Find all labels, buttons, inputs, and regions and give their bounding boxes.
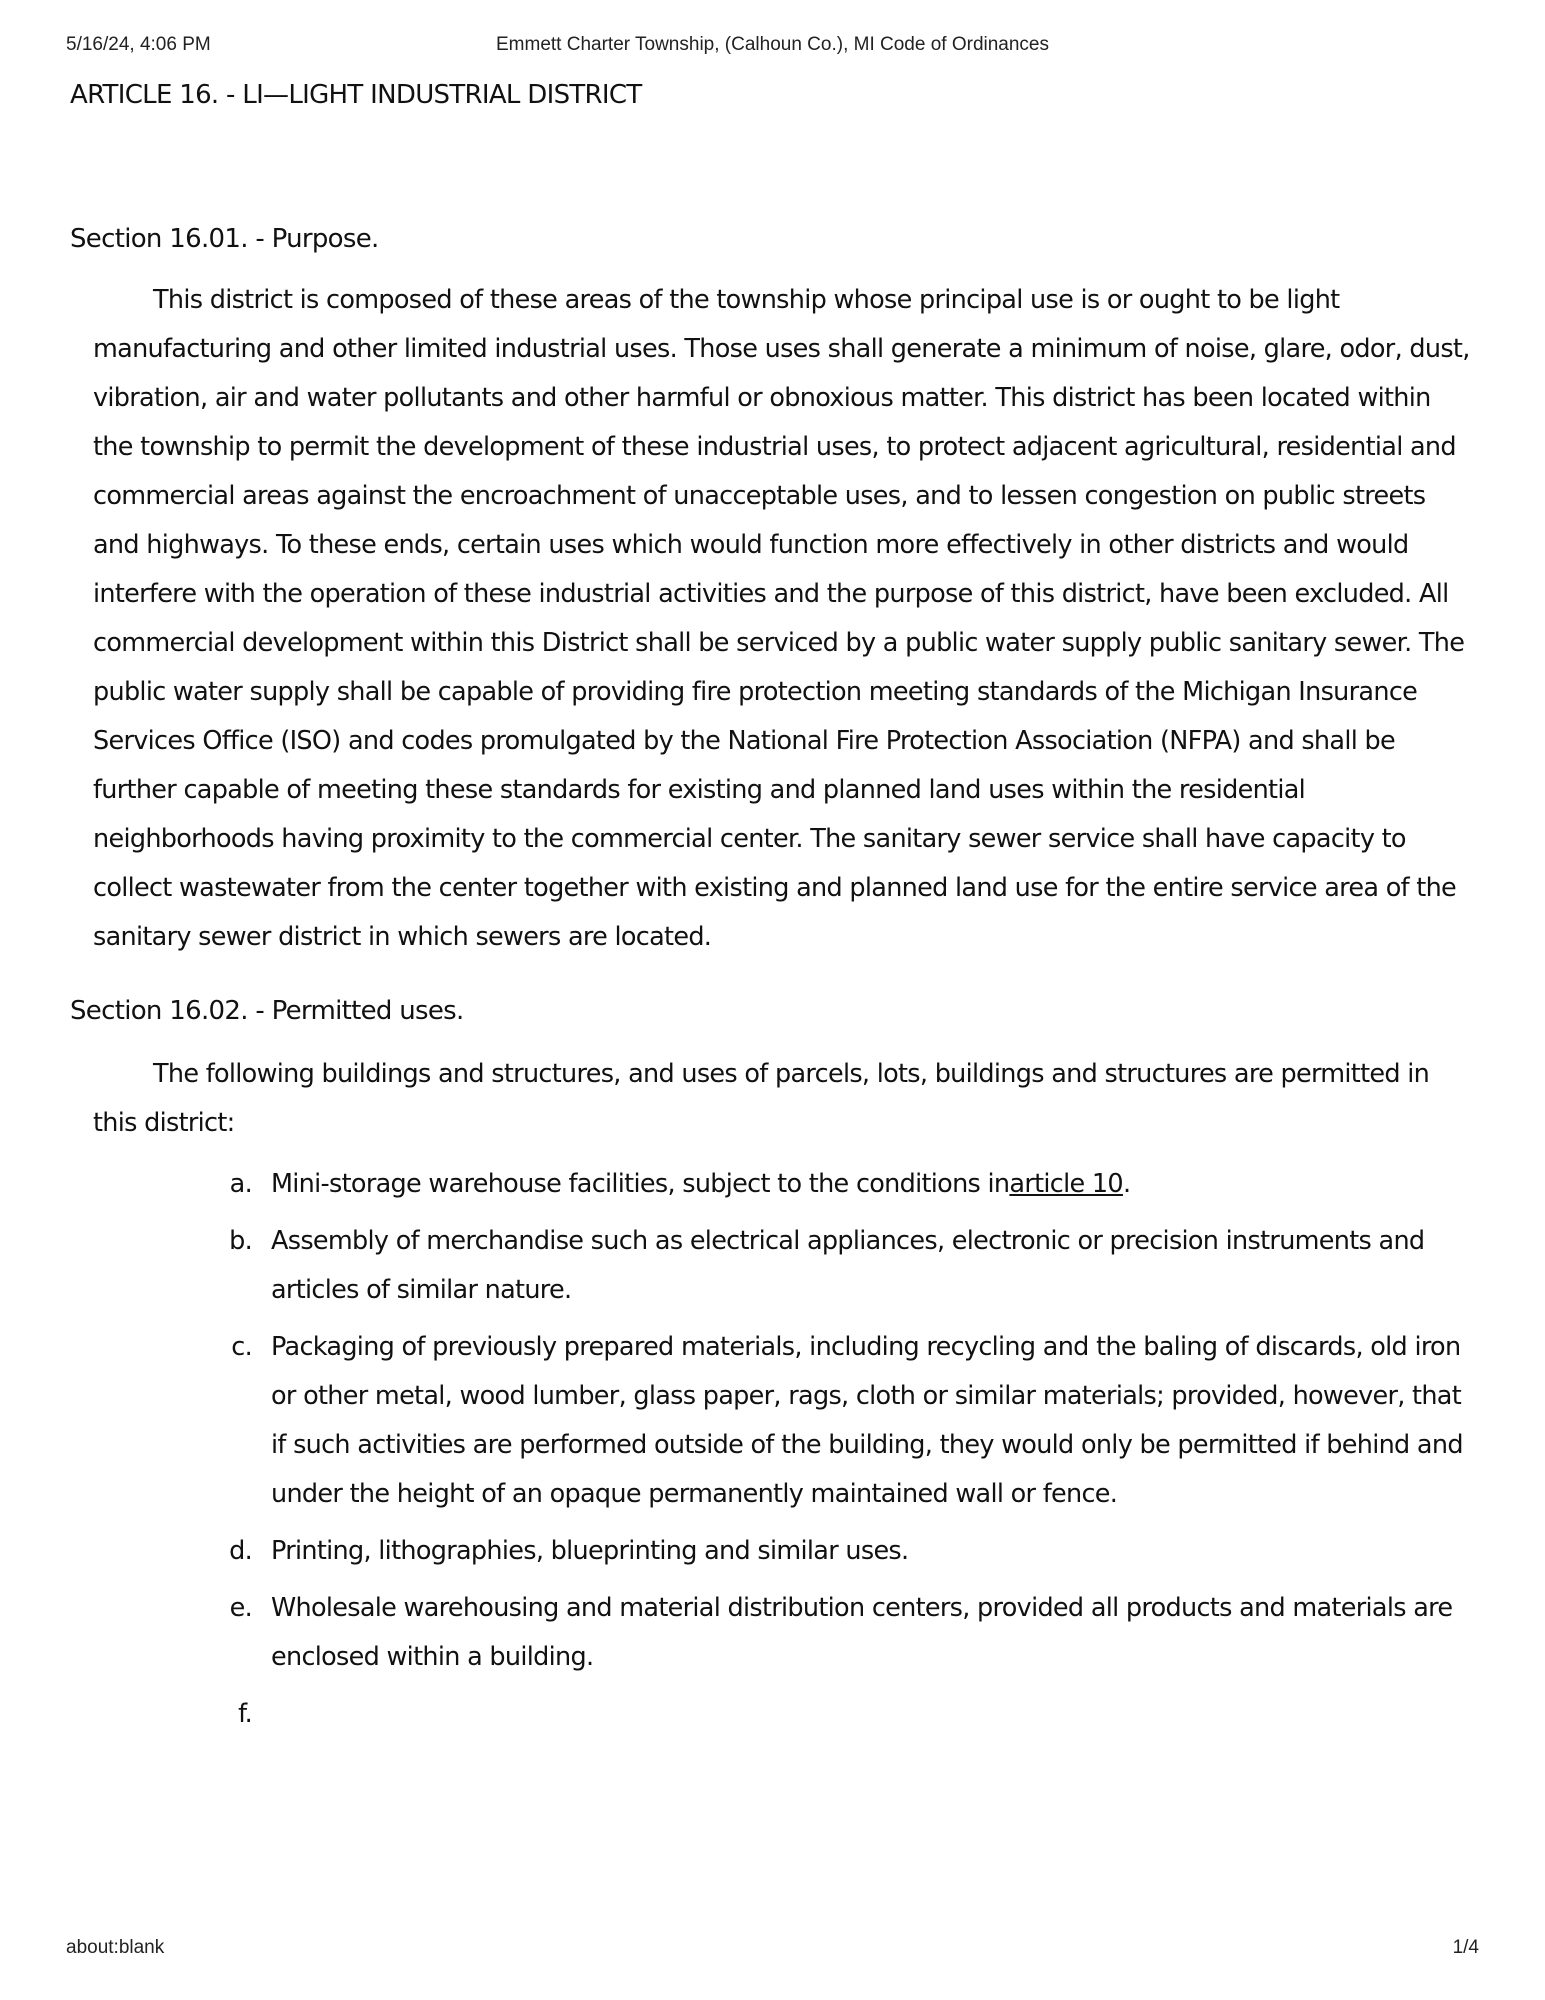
list-item-text: Mini-storage warehouse facilities, subject to the conditions in (271, 1169, 1010, 1199)
print-footer (66, 1937, 1479, 1967)
page-indicator: 1/4 (1452, 1937, 1479, 1958)
article-title: ARTICLE 16. - LI—LIGHT INDUSTRIAL DISTRICT (70, 80, 642, 110)
list-item-text: Assembly of merchandise such as electrical appliances, electronic or precision instruments and articles of similar nature. (271, 1226, 1425, 1305)
list-item-text: Wholesale warehousing and material distribution centers, provided all products and materials are enclosed within a building. (271, 1593, 1453, 1672)
list-item (70, 1584, 1470, 1682)
list-item (70, 1160, 1470, 1209)
list-marker: b. (229, 1226, 252, 1256)
list-marker: c. (231, 1332, 252, 1362)
section-16-01-body: This district is composed of these areas of the township whose principal use is or ought to be light manufacturing and other limited industrial uses. Those uses shall generate a minimum of noise, glare, odor, dust, vibration, air and water pollutants and other harmful or obnoxious matter. This district has been located within the township to permit the development of these industrial uses, to protect adjacent agricultural, residential and commercial areas against the encroachment of unacceptable uses, and to lessen congestion on public streets and highways. To these ends, certain uses which would function more effectively in other districts and would interfere with the operation of these industrial activities and the purpose of this district, have been excluded. All commercial development within this District shall be serviced by a public water supply public sanitary sewer. The public water supply shall be capable of providing fire protection meeting standards of the Michigan Insurance Services Office (ISO) and codes promulgated by the National Fire Protection Association (NFPA) and shall be further capable of meeting these standards for existing and planned land uses within the residential neighborhoods having proximity to the commercial center. The sanitary sewer service shall have capacity to collect wastewater from the center together with existing and planned land use for the entire service area of the sanitary sewer district in which sewers are located. (93, 285, 1470, 952)
print-document-title: Emmett Charter Township, (Calhoun Co.), MI Code of Ordinances (496, 34, 1049, 55)
list-item (70, 1217, 1470, 1315)
list-item-text: Packaging of previously prepared materials, including recycling and the baling of discards, old iron or other metal, wood lumber, glass paper, rags, cloth or similar materials; provided, however, that if such activities are performed outside of the building, they would only be permitted if behind and under the height of an opaque permanently maintained wall or fence. (271, 1332, 1463, 1509)
permitted-uses-list (70, 1160, 1470, 1729)
print-header (66, 34, 1479, 64)
list-item-punctuation: . (1122, 1169, 1131, 1199)
list-item-text: Printing, lithographies, blueprinting and similar uses. (271, 1536, 909, 1566)
section-16-01-title: Section 16.01. - Purpose. (70, 224, 379, 254)
list-marker: d. (229, 1536, 252, 1566)
list-item (70, 1323, 1470, 1519)
document-body (70, 76, 1470, 1729)
print-datetime: 5/16/24, 4:06 PM (66, 34, 211, 55)
list-item (70, 1527, 1470, 1576)
list-marker: a. (229, 1169, 252, 1199)
section-16-02-title: Section 16.02. - Permitted uses. (70, 996, 464, 1026)
article-10-link[interactable]: article 10 (1009, 1169, 1123, 1199)
list-marker: e. (229, 1593, 252, 1623)
print-url: about:blank (66, 1937, 165, 1958)
section-16-02-intro: The following buildings and structures, and uses of parcels, lots, buildings and structures are permitted in this district: (93, 1059, 1430, 1138)
list-marker: f. (238, 1699, 252, 1729)
